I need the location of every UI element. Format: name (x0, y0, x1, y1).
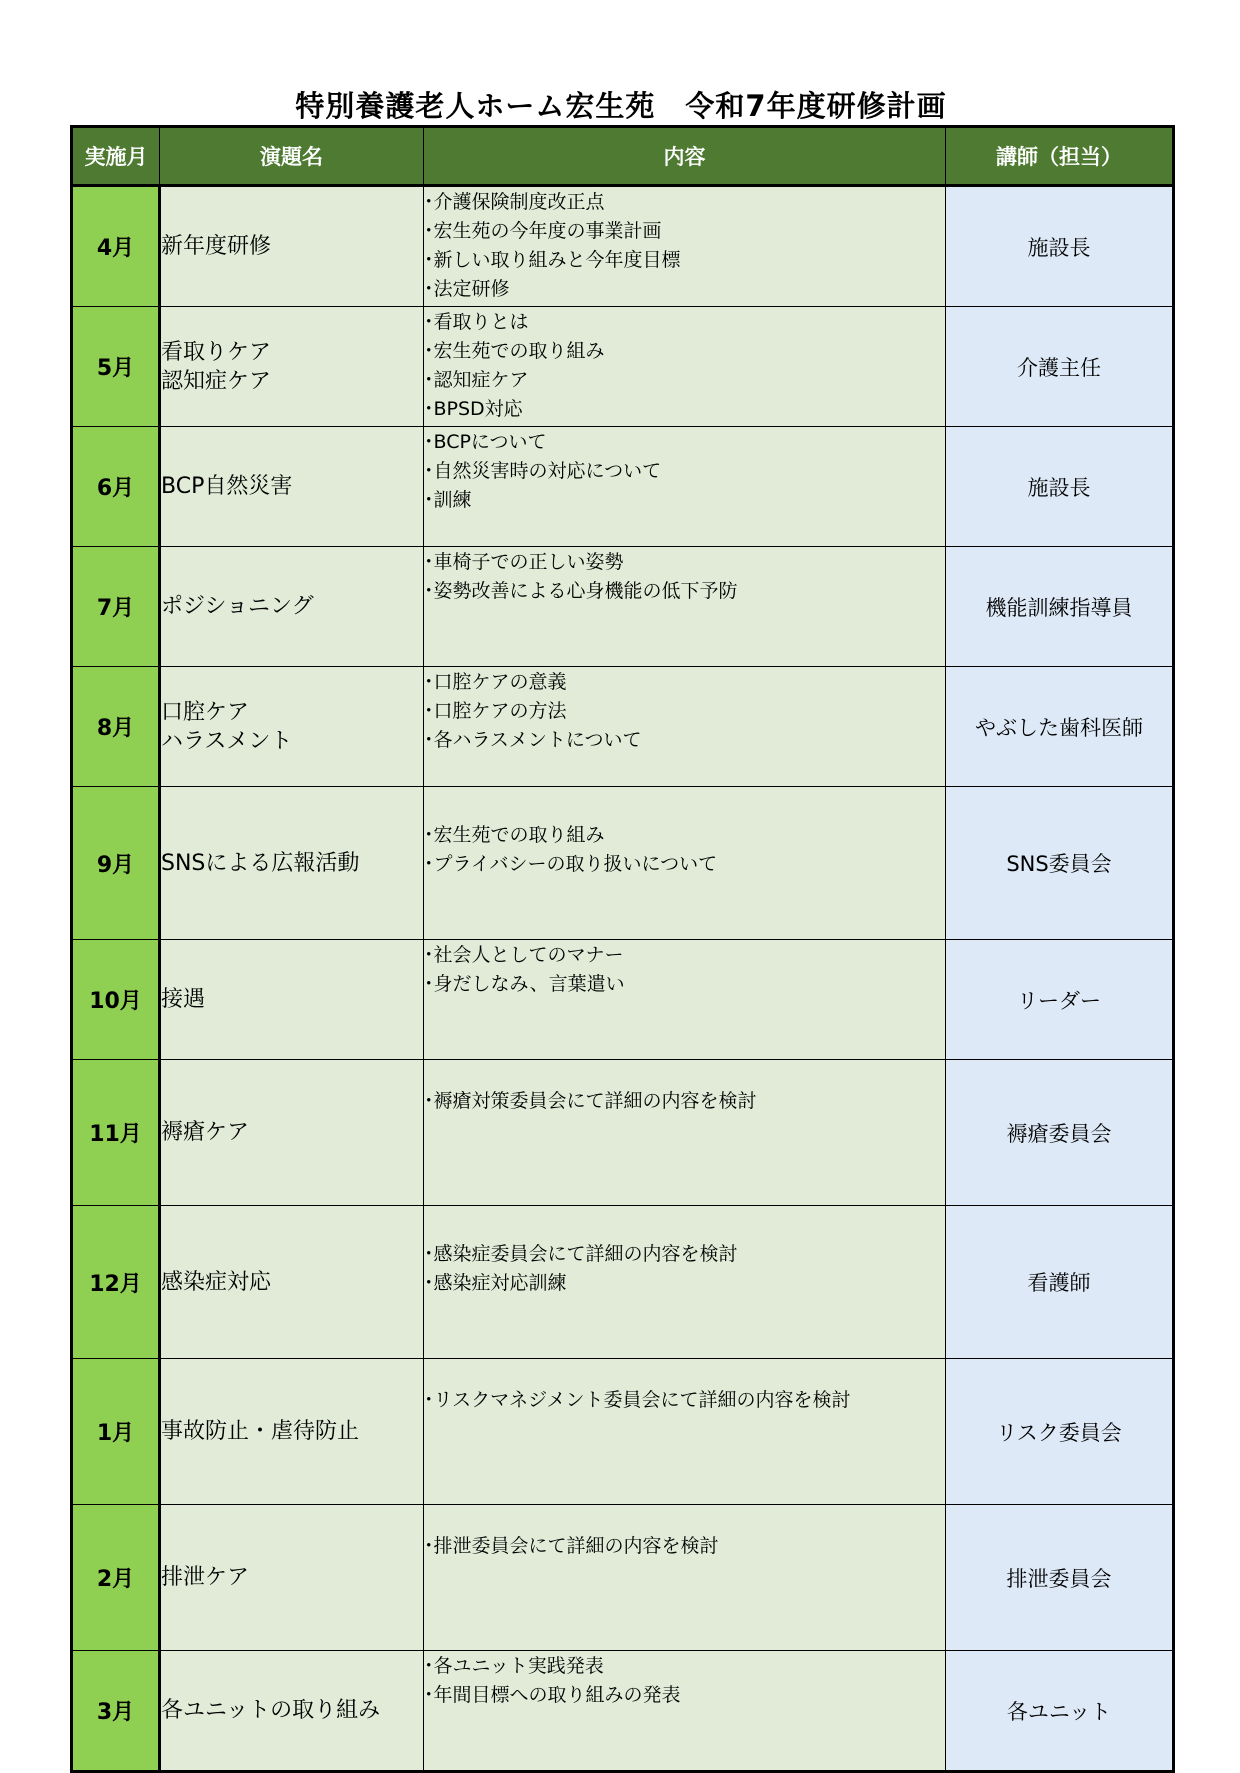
content-line: ･感染症対応訓練 (424, 1272, 567, 1294)
content-cell (424, 1359, 946, 1505)
training-plan-table (70, 125, 1175, 1773)
topic-line: 事故防止・虐待防止 (161, 1419, 360, 1444)
content-line: ･年間目標への取り組みの発表 (424, 1684, 681, 1706)
topic-cell (160, 667, 424, 787)
content-line: ･認知症ケア (424, 369, 529, 391)
month-cell: 9月 (72, 787, 160, 940)
content-line: ･口腔ケアの方法 (424, 700, 567, 722)
content-cell (424, 1505, 946, 1651)
content-line: ･各ユニット実践発表 (424, 1655, 604, 1677)
topic-cell (160, 547, 424, 667)
topic-cell (160, 186, 424, 307)
lecturer-cell: 施設長 (946, 427, 1174, 547)
lecturer-cell: SNS委員会 (946, 787, 1174, 940)
topic-line: 排泄ケア (161, 1565, 250, 1590)
table-row (72, 1505, 1174, 1651)
topic-line: BCP自然災害 (161, 474, 293, 499)
content-cell (424, 307, 946, 427)
header-lecturer: 講師（担当） (946, 127, 1174, 186)
lecturer-cell: 看護師 (946, 1206, 1174, 1359)
table-row (72, 1206, 1174, 1359)
content-line: ･新しい取り組みと今年度目標 (424, 249, 681, 271)
lecturer-cell: 機能訓練指導員 (946, 547, 1174, 667)
month-cell: 2月 (72, 1505, 160, 1651)
lecturer-cell: 各ユニット (946, 1651, 1174, 1772)
topic-line: 接遇 (161, 987, 206, 1012)
topic-cell (160, 1651, 424, 1772)
content-line: ･宏生苑での取り組み (424, 340, 605, 362)
month-cell: 7月 (72, 547, 160, 667)
topic-line: 褥瘡ケア (161, 1120, 250, 1145)
content-cell (424, 427, 946, 547)
topic-cell (160, 1206, 424, 1359)
table-row (72, 186, 1174, 307)
topic-line: SNSによる広報活動 (161, 850, 360, 876)
month-cell: 12月 (72, 1206, 160, 1359)
table-row (72, 667, 1174, 787)
content-line: ･口腔ケアの意義 (424, 671, 567, 693)
content-line: ･排泄委員会にて詳細の内容を検討 (424, 1535, 719, 1557)
lecturer-cell: リスク委員会 (946, 1359, 1174, 1505)
table-row (72, 787, 1174, 940)
lecturer-cell: やぶした歯科医師 (946, 667, 1174, 787)
month-cell: 11月 (72, 1060, 160, 1206)
lecturer-cell: リーダー (946, 940, 1174, 1060)
content-cell (424, 667, 946, 787)
content-cell (424, 1060, 946, 1206)
topic-line: ハラスメント (161, 728, 293, 754)
topic-cell (160, 787, 424, 940)
table-row (72, 1060, 1174, 1206)
topic-cell (160, 427, 424, 547)
month-cell: 8月 (72, 667, 160, 787)
content-line: ･法定研修 (424, 278, 510, 300)
content-cell (424, 787, 946, 940)
topic-line: 各ユニットの取り組み (161, 1698, 381, 1723)
topic-cell (160, 1505, 424, 1651)
month-cell: 5月 (72, 307, 160, 427)
page-title: 特別養護老人ホーム宏生苑 令和7年度研修計画 (295, 89, 947, 123)
content-cell (424, 940, 946, 1060)
table-row (72, 547, 1174, 667)
content-line: ･身だしなみ、言葉遣い (424, 973, 625, 995)
month-cell: 6月 (72, 427, 160, 547)
topic-line: 看取りケア (161, 339, 272, 365)
content-line: ･BCPについて (424, 431, 547, 453)
content-line: ･介護保険制度改正点 (424, 191, 605, 213)
content-line: ･訓練 (424, 489, 472, 511)
content-line: ･BPSD対応 (424, 398, 523, 420)
lecturer-cell: 褥瘡委員会 (946, 1060, 1174, 1206)
topic-cell (160, 1060, 424, 1206)
topic-cell (160, 307, 424, 427)
table-row (72, 1651, 1174, 1772)
content-line: ･宏生苑の今年度の事業計画 (424, 220, 662, 242)
content-line: ･リスクマネジメント委員会にて詳細の内容を検討 (424, 1389, 851, 1411)
content-line: ･各ハラスメントについて (424, 729, 642, 751)
content-line: ･自然災害時の対応について (424, 460, 662, 482)
topic-line: 新年度研修 (161, 234, 272, 259)
content-line: ･感染症委員会にて詳細の内容を検討 (424, 1243, 738, 1265)
topic-line: 感染症対応 (161, 1269, 272, 1295)
topic-cell (160, 1359, 424, 1505)
topic-line: 認知症ケア (161, 368, 272, 394)
lecturer-cell: 排泄委員会 (946, 1505, 1174, 1651)
table-row (72, 307, 1174, 427)
content-line: ･プライバシーの取り扱いについて (424, 853, 718, 875)
month-cell: 10月 (72, 940, 160, 1060)
header-content: 内容 (424, 127, 946, 186)
content-line: ･社会人としてのマナー (424, 944, 624, 966)
topic-line: 口腔ケア (161, 699, 250, 725)
month-cell: 4月 (72, 186, 160, 307)
content-line: ･看取りとは (424, 311, 529, 333)
content-line: ･宏生苑での取り組み (424, 824, 605, 846)
topic-cell (160, 940, 424, 1060)
header-topic: 演題名 (160, 127, 424, 186)
table-row (72, 427, 1174, 547)
content-cell (424, 186, 946, 307)
month-cell: 1月 (72, 1359, 160, 1505)
table-row (72, 1359, 1174, 1505)
lecturer-cell: 介護主任 (946, 307, 1174, 427)
content-cell (424, 547, 946, 667)
table-row (72, 940, 1174, 1060)
month-cell: 3月 (72, 1651, 160, 1772)
content-line: ･車椅子での正しい姿勢 (424, 551, 624, 573)
content-line: ･褥瘡対策委員会にて詳細の内容を検討 (424, 1090, 757, 1112)
content-line: ･姿勢改善による心身機能の低下予防 (424, 580, 738, 602)
content-cell (424, 1206, 946, 1359)
topic-line: ポジショニング (161, 594, 314, 619)
table-header-row (72, 127, 1174, 186)
lecturer-cell: 施設長 (946, 186, 1174, 307)
content-cell (424, 1651, 946, 1772)
header-month: 実施月 (72, 127, 160, 186)
